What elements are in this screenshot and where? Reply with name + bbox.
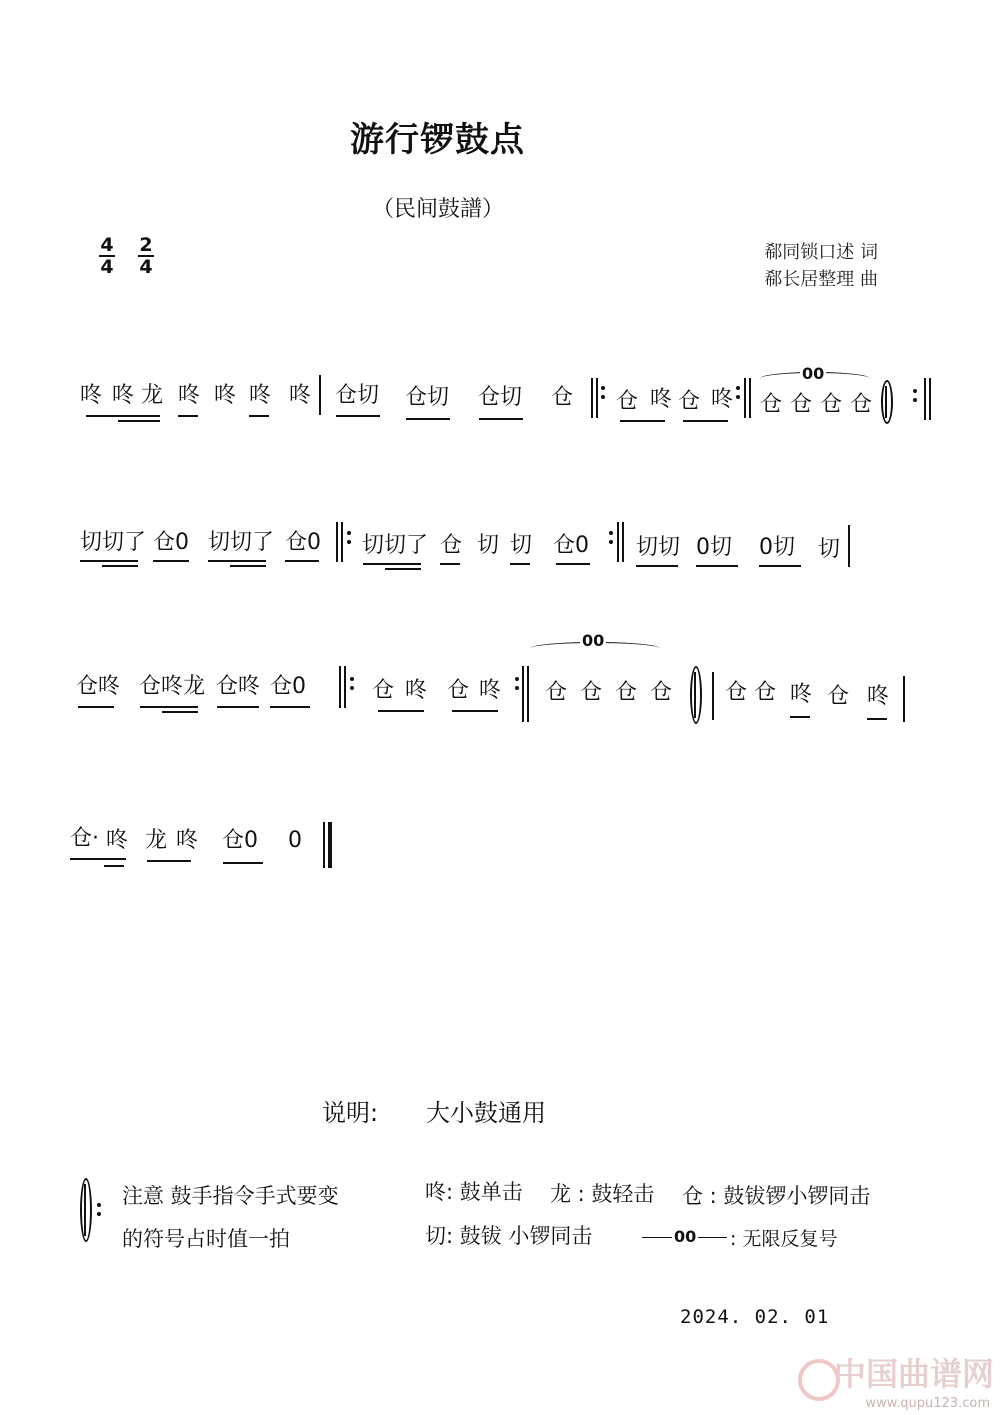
beam (153, 560, 189, 562)
note: 仓 (447, 678, 470, 703)
repeat-dots (97, 1198, 103, 1221)
beam (70, 858, 126, 860)
beam (223, 862, 263, 864)
note: 仓 (551, 385, 574, 410)
repeat-dots (913, 384, 919, 407)
attention-note-line-1: 注意 鼓手指令手式要变 (122, 1184, 339, 1208)
note: 咚 (214, 383, 237, 408)
beam (162, 711, 198, 713)
note: 咚 (790, 682, 813, 707)
note: 咚 (867, 684, 890, 709)
beam (208, 560, 266, 562)
note: 仓 (850, 392, 873, 417)
beam (140, 706, 198, 708)
beam (696, 565, 738, 567)
time-signature-2-4: 2 4 (139, 234, 153, 278)
beam (80, 560, 138, 562)
barline (848, 525, 850, 567)
explanation-text: 大小鼓通用 (426, 1099, 546, 1127)
time-signature-4-4: 4 4 (100, 234, 114, 278)
beam (118, 420, 160, 422)
note: 仓咚 (76, 674, 121, 699)
beam (378, 710, 424, 712)
beam (636, 565, 678, 567)
repeat-end-barline (522, 666, 524, 722)
source-note: （民间鼓譜） (372, 197, 505, 222)
legend-dong: 咚: 鼓单击 (425, 1180, 523, 1204)
repeat-end-barline (622, 522, 624, 562)
time-signature (98, 235, 158, 285)
note: 仓0 (270, 674, 306, 699)
note: 咚 (249, 383, 272, 408)
repeat-start-barline (341, 522, 343, 562)
signal-sign (881, 380, 893, 424)
repeat-end-barline (617, 522, 619, 562)
beam (385, 568, 421, 570)
beam (285, 560, 319, 562)
note: 切切了 (362, 533, 429, 558)
note: 咚 (711, 387, 734, 412)
note: 咚 (650, 387, 673, 412)
credit-music: 郗长居整理 曲 (764, 269, 878, 290)
watermark-name: 中国曲谱网 (833, 1355, 994, 1393)
note: 仓0 (285, 530, 321, 555)
repeat-dots (736, 381, 742, 404)
note: 仓 (580, 680, 603, 705)
beam (104, 865, 124, 867)
note: 仓 (678, 389, 701, 414)
note: 仓 (440, 533, 463, 558)
note: 仓切 (335, 383, 380, 408)
repeat-start-barline (596, 378, 598, 418)
note: 仓 (790, 392, 813, 417)
beam (683, 420, 728, 422)
beam (556, 563, 590, 565)
repeat-start-barline (591, 378, 593, 418)
note: 仓· (70, 826, 99, 851)
note: 切切了 (208, 530, 275, 555)
signal-sign (690, 666, 702, 724)
beam (178, 415, 198, 417)
note: 仓 (615, 680, 638, 705)
note: 仓 (545, 680, 568, 705)
note: 仓0 (153, 530, 189, 555)
beam (147, 860, 191, 862)
final-barline (323, 822, 325, 868)
beam (440, 563, 460, 565)
note: 咚 (80, 383, 103, 408)
repeat-dots (601, 381, 607, 404)
barline (903, 676, 905, 722)
note: 切 (510, 533, 533, 558)
note: 仓咚 (216, 674, 261, 699)
beam (479, 418, 523, 420)
note: 仓 (372, 678, 395, 703)
note: 仓 (827, 684, 850, 709)
repeat-start-barline (344, 666, 346, 708)
note: 0 (288, 828, 302, 853)
note: 龙 (145, 828, 168, 853)
repeat-start-barline (336, 522, 338, 562)
beam (867, 718, 887, 720)
note: 仓 (754, 680, 777, 705)
note: 仓0 (553, 533, 589, 558)
note: 咚 (405, 678, 428, 703)
note: 仓切 (478, 385, 523, 410)
legend-cang: 仓 : 鼓钹锣小锣同击 (682, 1184, 871, 1208)
beam (86, 415, 160, 417)
page-title: 游行锣鼓点 (350, 120, 525, 160)
note: 切 (818, 537, 841, 562)
legend-long: 龙 : 鼓轻击 (550, 1182, 655, 1206)
repeat-dots (347, 526, 353, 549)
barline (319, 375, 321, 415)
note: 0切 (759, 535, 795, 560)
note: 咚 (289, 383, 312, 408)
note: 咚 (479, 678, 502, 703)
legend-repeat: : 无限反复号 (730, 1228, 838, 1250)
note: 仓 (820, 392, 843, 417)
repeat-end-barline (527, 666, 529, 722)
infinite-repeat-sign: 00 (582, 631, 605, 650)
note: 仓 (650, 680, 673, 705)
note: 切 (477, 533, 500, 558)
note: 仓 (725, 680, 748, 705)
note: 咚 (176, 828, 199, 853)
final-barline (929, 378, 931, 420)
note: 切切 (636, 535, 681, 560)
legend-repeat-symbol: 00 (674, 1227, 697, 1246)
watermark-url: www.qupu123.com (865, 1396, 990, 1411)
note: 仓0 (222, 828, 258, 853)
date: 2024. 02. 01 (680, 1306, 830, 1328)
beam (406, 418, 450, 420)
note: 咚 (106, 828, 129, 853)
note: 咚 (178, 383, 201, 408)
beam (249, 415, 269, 417)
repeat-dots (350, 672, 356, 695)
note: 仓 (616, 389, 639, 414)
note: 仓咚龙 (139, 674, 206, 699)
final-barline (328, 822, 332, 868)
legend-qie: 切: 鼓钹 小锣同击 (425, 1224, 593, 1248)
beam (230, 565, 266, 567)
attention-note-line-2: 的符号占时值一拍 (122, 1227, 290, 1251)
note: 咚 (112, 383, 135, 408)
note: 0切 (696, 535, 732, 560)
beam (510, 563, 530, 565)
beam (336, 415, 380, 417)
repeat-dots (609, 526, 615, 549)
beam (102, 565, 138, 567)
repeat-dots (515, 672, 521, 695)
note: 切切了 (80, 530, 147, 555)
note: 仓 (760, 392, 783, 417)
beam (78, 706, 114, 708)
note: 仓切 (405, 385, 450, 410)
repeat-end-barline (749, 378, 751, 418)
infinite-repeat-sign: 00 (802, 364, 825, 383)
note: 龙 (141, 383, 164, 408)
beam (363, 563, 421, 565)
explanation-label: 说明: (322, 1099, 379, 1127)
beam (452, 710, 498, 712)
signal-sign (80, 1178, 92, 1242)
credit-lyrics: 郗同锁口述 词 (764, 242, 878, 263)
beam (790, 716, 810, 718)
repeat-end-barline (744, 378, 746, 418)
beam (270, 706, 310, 708)
repeat-start-barline (339, 666, 341, 708)
beam (217, 706, 259, 708)
beam (759, 565, 801, 567)
barline (712, 672, 714, 720)
beam (620, 420, 665, 422)
final-barline (924, 378, 926, 420)
